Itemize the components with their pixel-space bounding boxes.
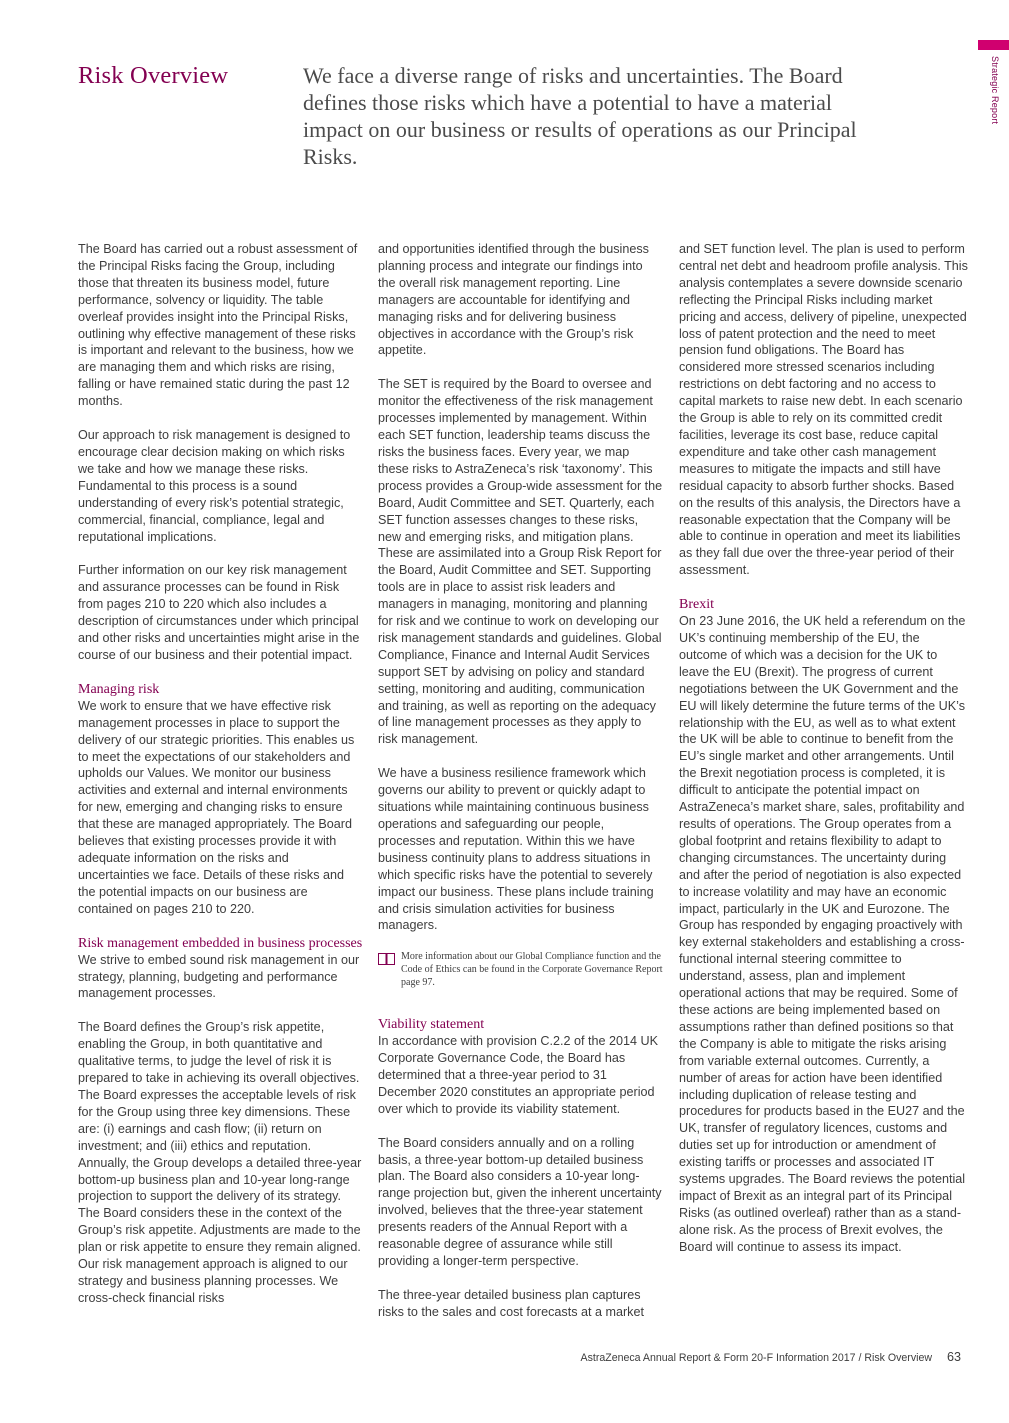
paragraph: The Board has carried out a robust assessment of the Principal Risks facing the Group, including those that threaten its business model, future performance, solvency or liquidity. The table overleaf provides insight into the Principal Risks, outlining why effective management of these risks is important and relevant to the business, how we are managing them and which risks are rising, falling or have remained static during the past 12 months. bbox=[78, 242, 358, 409]
paragraph: We strive to embed sound risk management in our strategy, planning, budgeting and performance management processes. bbox=[78, 952, 360, 1001]
book-icon bbox=[378, 953, 395, 965]
paragraph: The SET is required by the Board to oversee and monitor the effectiveness of the risk management processes implemented by management. Within each SET function, leadership teams discuss the risks the business faces. Every year, we map these risks to AstraZeneca’s risk ‘taxonomy’. This process provides a Group-wide assessment for the Board, Audit Committee and SET. Quarterly, each SET function assesses changes to these risks, new and emerging risks, and mitigation plans. These are assimilated into a Group Risk Report for the Board, Audit Committee and SET. Supporting tools are in place to assist risk leaders and managers in managing, monitoring and planning for risk and we continue to work on developing our risk management standards and guidelines. Global Compliance, Finance and Internal Audit Services support SET by advising on policy and standard setting, monitoring and auditing, communication and training, as well as reporting on the adequacy of line management processes as they apply to risk management. bbox=[378, 377, 663, 747]
page-number: 63 bbox=[946, 1350, 961, 1364]
paragraph: Further information on our key risk management and assurance processes can be found in Risk from pages 210 to 220 which also includes a description of circumstances under which principal and other risks and uncertainties might arise in the course of our business and their potential impact. bbox=[78, 563, 360, 662]
heading-managing-risk: Managing risk bbox=[78, 681, 160, 697]
paragraph: On 23 June 2016, the UK held a referendum on the UK’s continuing membership of the EU, the outcome of which was a decision for the UK to leave the EU (Brexit). The progress of current negotiations between the UK Government and the EU will likely determine the future terms of the UK’s relationship with the EU, as well as to what extent the UK will be able to continue to benefit from the EU’s single market and other arrangements. Until the Brexit negotiation process is completed, it is difficult to anticipate the potential impact on AstraZeneca’s market share, sales, profitability and results of operations. The Group operates from a global footprint and retains flexibility to adapt to changing circumstances. The uncertainty during and after the period of negotiation is also expected to increase volatility and may have an economic impact, particularly in the UK and Eurozone. The Group has responded by engaging proactively with key external stakeholders and establishing a cross-functional internal steering committee to understand, assess, plan and implement operational actions that may be required. Some of these actions are being implemented based on assumptions rather than defined positions so that the Company is able to mitigate the risks arising from variable external outcomes. Currently, a number of areas for action have been identified including duplication of release testing and procedures for products based in the EU27 and the UK, transfer of regulatory licences, customs and duties set up for introduction or amendment of existing tariffs or processes and associated IT systems upgrades. The Board reviews the potential impact of Brexit as an integral part of its Principal Risks (as outlined overleaf) rather than as a stand-alone risk. As the process of Brexit evolves, the Board will continue to assess its impact. bbox=[679, 614, 966, 1254]
cross-reference-note bbox=[378, 951, 663, 989]
paragraph: The Board defines the Group’s risk appetite, enabling the Group, in both quantitative and qualitative terms, to judge the level of risk it is prepared to take in achieving its overall objectives. The Board expresses the acceptable levels of risk for the Group using three key dimensions. These are: (i) earnings and cash flow; (ii) return on investment; and (iii) ethics and reputation. Annually, the Group develops a detailed three-year bottom-up business plan and 10-year long-range projection to support the delivery of its strategy. The Board considers these in the context of the Group’s risk appetite. Adjustments are made to the plan or risk appetite to ensure they remain aligned. bbox=[78, 1020, 362, 1255]
note-text: More information about our Global Compliance function and the Code of Ethics can be found in the Corporate Governance Report page 97. bbox=[401, 951, 663, 988]
paragraph: Our approach to risk management is designed to encourage clear decision making on which risks we take and how we manage these risks. Fundamental to this process is a sound understanding of every risk’s potential strategic, commercial, financial, compliance, legal and reputational implications. bbox=[78, 428, 351, 544]
column-2 bbox=[378, 241, 663, 1338]
column-1 bbox=[78, 241, 363, 1324]
page-footer bbox=[581, 1350, 961, 1364]
paragraph: In accordance with provision C.2.2 of the 2014 UK Corporate Governance Code, the Board has determined that a three-year period to 31 December 2020 constitutes an appropriate period over which to provide its viability statement. bbox=[378, 1034, 659, 1116]
paragraph: We work to ensure that we have effective risk management processes in place to support the delivery of our strategic priorities. This enables us to meet the expectations of our stakeholders and upholds our Values. We monitor our business activities and external and internal environments for new, emerging and changing risks to ensure that these are managed appropriately. The Board believes that existing processes provide it with adequate information on the risks and uncertainties we face. Details of these risks and the potential impacts on our business are contained on pages 210 to 220. bbox=[78, 698, 355, 916]
paragraph: and opportunities identified through the business planning process and integrate our findings into the overall risk management reporting. Line managers are accountable for identifying and managing risks and for delivering business objectives in accordance with the Group’s risk appetite. bbox=[378, 242, 649, 358]
heading-brexit: Brexit bbox=[679, 597, 714, 613]
footer-text: AstraZeneca Annual Report & Form 20-F Information 2017 / Risk Overview bbox=[580, 1352, 933, 1364]
paragraph: Our risk management approach is aligned to our strategy and business planning processes. We cross-check financial risks bbox=[78, 1257, 348, 1305]
section-tab-label: Strategic Report bbox=[990, 56, 1000, 125]
paragraph: and SET function level. The plan is used to perform central net debt and headroom profile analysis. This analysis contemplates a severe downside scenario reflecting the Principal Risks including market pricing and access, delivery of pipeline, unexpected loss of patent protection and the need to meet pension fund obligations. The Board has considered more stressed scenarios including restrictions on debt factoring and no access to capital markets to raise new debt. In each scenario the Group is able to rely on its committed credit facilities, leverage its cost base, reduce capital expenditure and take other cash management measures to mitigate the impacts and still have residual capacity to absorb further shocks. Based on the results of this analysis, the Directors have a reasonable expectation that the Company will be able to continue in operation and meet its liabilities as they fall due over the three-year period of their assessment. bbox=[679, 242, 968, 578]
paragraph: The Board considers annually and on a rolling basis, a three-year bottom-up detailed business plan. The Board also considers a 10-year long-range projection but, given the inherent uncertainty involved, believes that the three-year statement presents readers of the Annual Report with a reasonable degree of assurance while still providing a longer-term perspective. bbox=[378, 1135, 662, 1268]
paragraph: The three-year detailed business plan captures risks to the sales and cost forecasts at a market bbox=[378, 1287, 644, 1319]
lead-statement: We face a diverse range of risks and uncertainties. The Board defines those risks which have a potential to have a material impact on our business or results of operations as our Principal Risks. bbox=[303, 63, 857, 169]
section-tab-bar bbox=[978, 40, 1009, 50]
heading-viability-statement: Viability statement bbox=[378, 1017, 485, 1033]
paragraph: We have a business resilience framework which governs our ability to prevent or quickly adapt to situations while maintaining continuous business operations and safeguarding our people, processes and reputation. Within this we have business continuity plans to address situations in which specific risks have the potential to severely impact our business. These plans include training and crisis simulation activities for business managers. bbox=[378, 766, 654, 933]
column-3 bbox=[679, 241, 969, 1273]
heading-risk-embedded: Risk management embedded in business processes bbox=[78, 935, 363, 951]
page-title: Risk Overview bbox=[78, 62, 229, 89]
